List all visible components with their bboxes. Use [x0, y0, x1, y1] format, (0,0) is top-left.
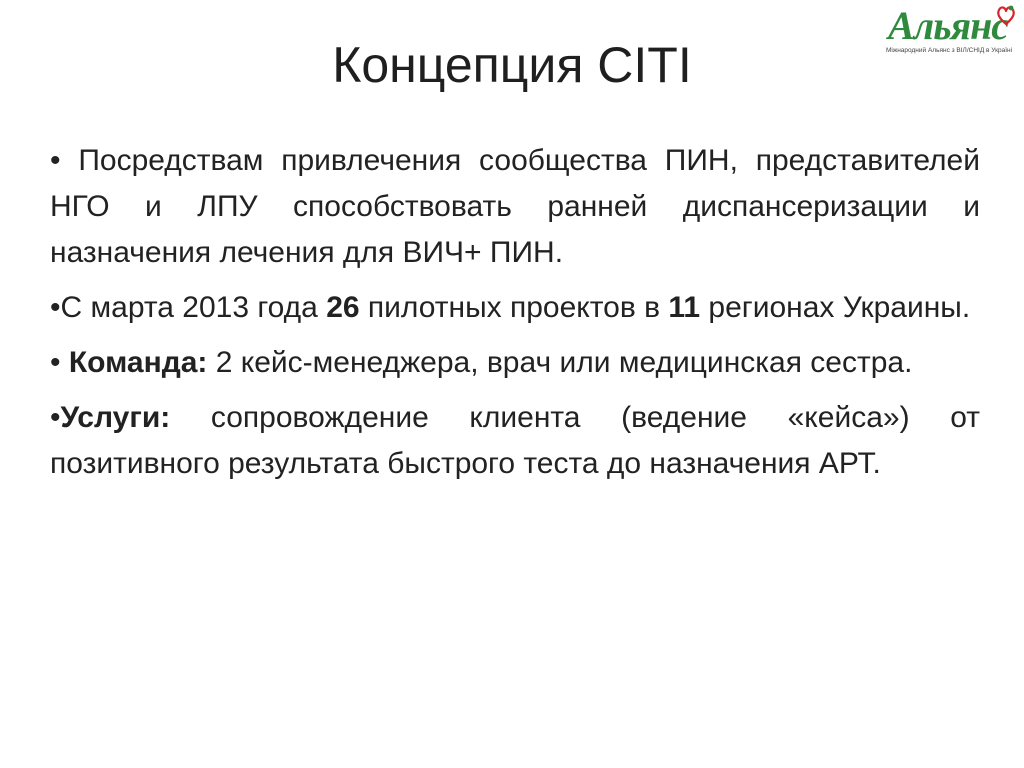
bullet-text: сопровождение клиента (ведение «кейса») от позитивного результата быстрого теста до назначения АРТ. [50, 401, 980, 480]
bullet-item [50, 340, 980, 386]
bullet-marker: • [50, 346, 61, 379]
bullet-marker: • [50, 401, 61, 434]
bullet-marker: • [50, 291, 61, 324]
bullet-text [61, 346, 69, 379]
bullet-text: регионах Украины. [700, 291, 971, 324]
bullet-marker: • [50, 144, 61, 177]
bullet-number-bold: 26 [326, 291, 360, 324]
bullet-text: 2 кейс-менеджера, врач или медицинская сестра. [207, 346, 913, 379]
bullet-number-bold: 11 [668, 291, 701, 324]
logo-tagline: Міжнародний Альянс з ВІЛ/СНІД в Україні [886, 47, 1013, 54]
slide-title: Концепция CITI [332, 37, 692, 93]
bullet-text: Посредствам привлечения сообщества ПИН, представителей НГО и ЛПУ способствовать ранней диспансеризации и назначения лечения для ВИЧ+ ПИН. [50, 144, 980, 269]
bullet-text: пилотных проектов в [359, 291, 669, 324]
bullet-list [50, 138, 980, 496]
bullet-item [50, 138, 980, 276]
bullet-item [50, 395, 980, 487]
bullet-item [50, 285, 980, 331]
heart-ribbon-icon [996, 4, 1016, 26]
bullet-text: С марта 2013 года [60, 291, 327, 324]
bullet-label-bold: Команда: [68, 346, 208, 379]
logo-wordmark: Альянс [888, 3, 1009, 48]
bullet-label-bold: Услуги: [60, 401, 171, 434]
